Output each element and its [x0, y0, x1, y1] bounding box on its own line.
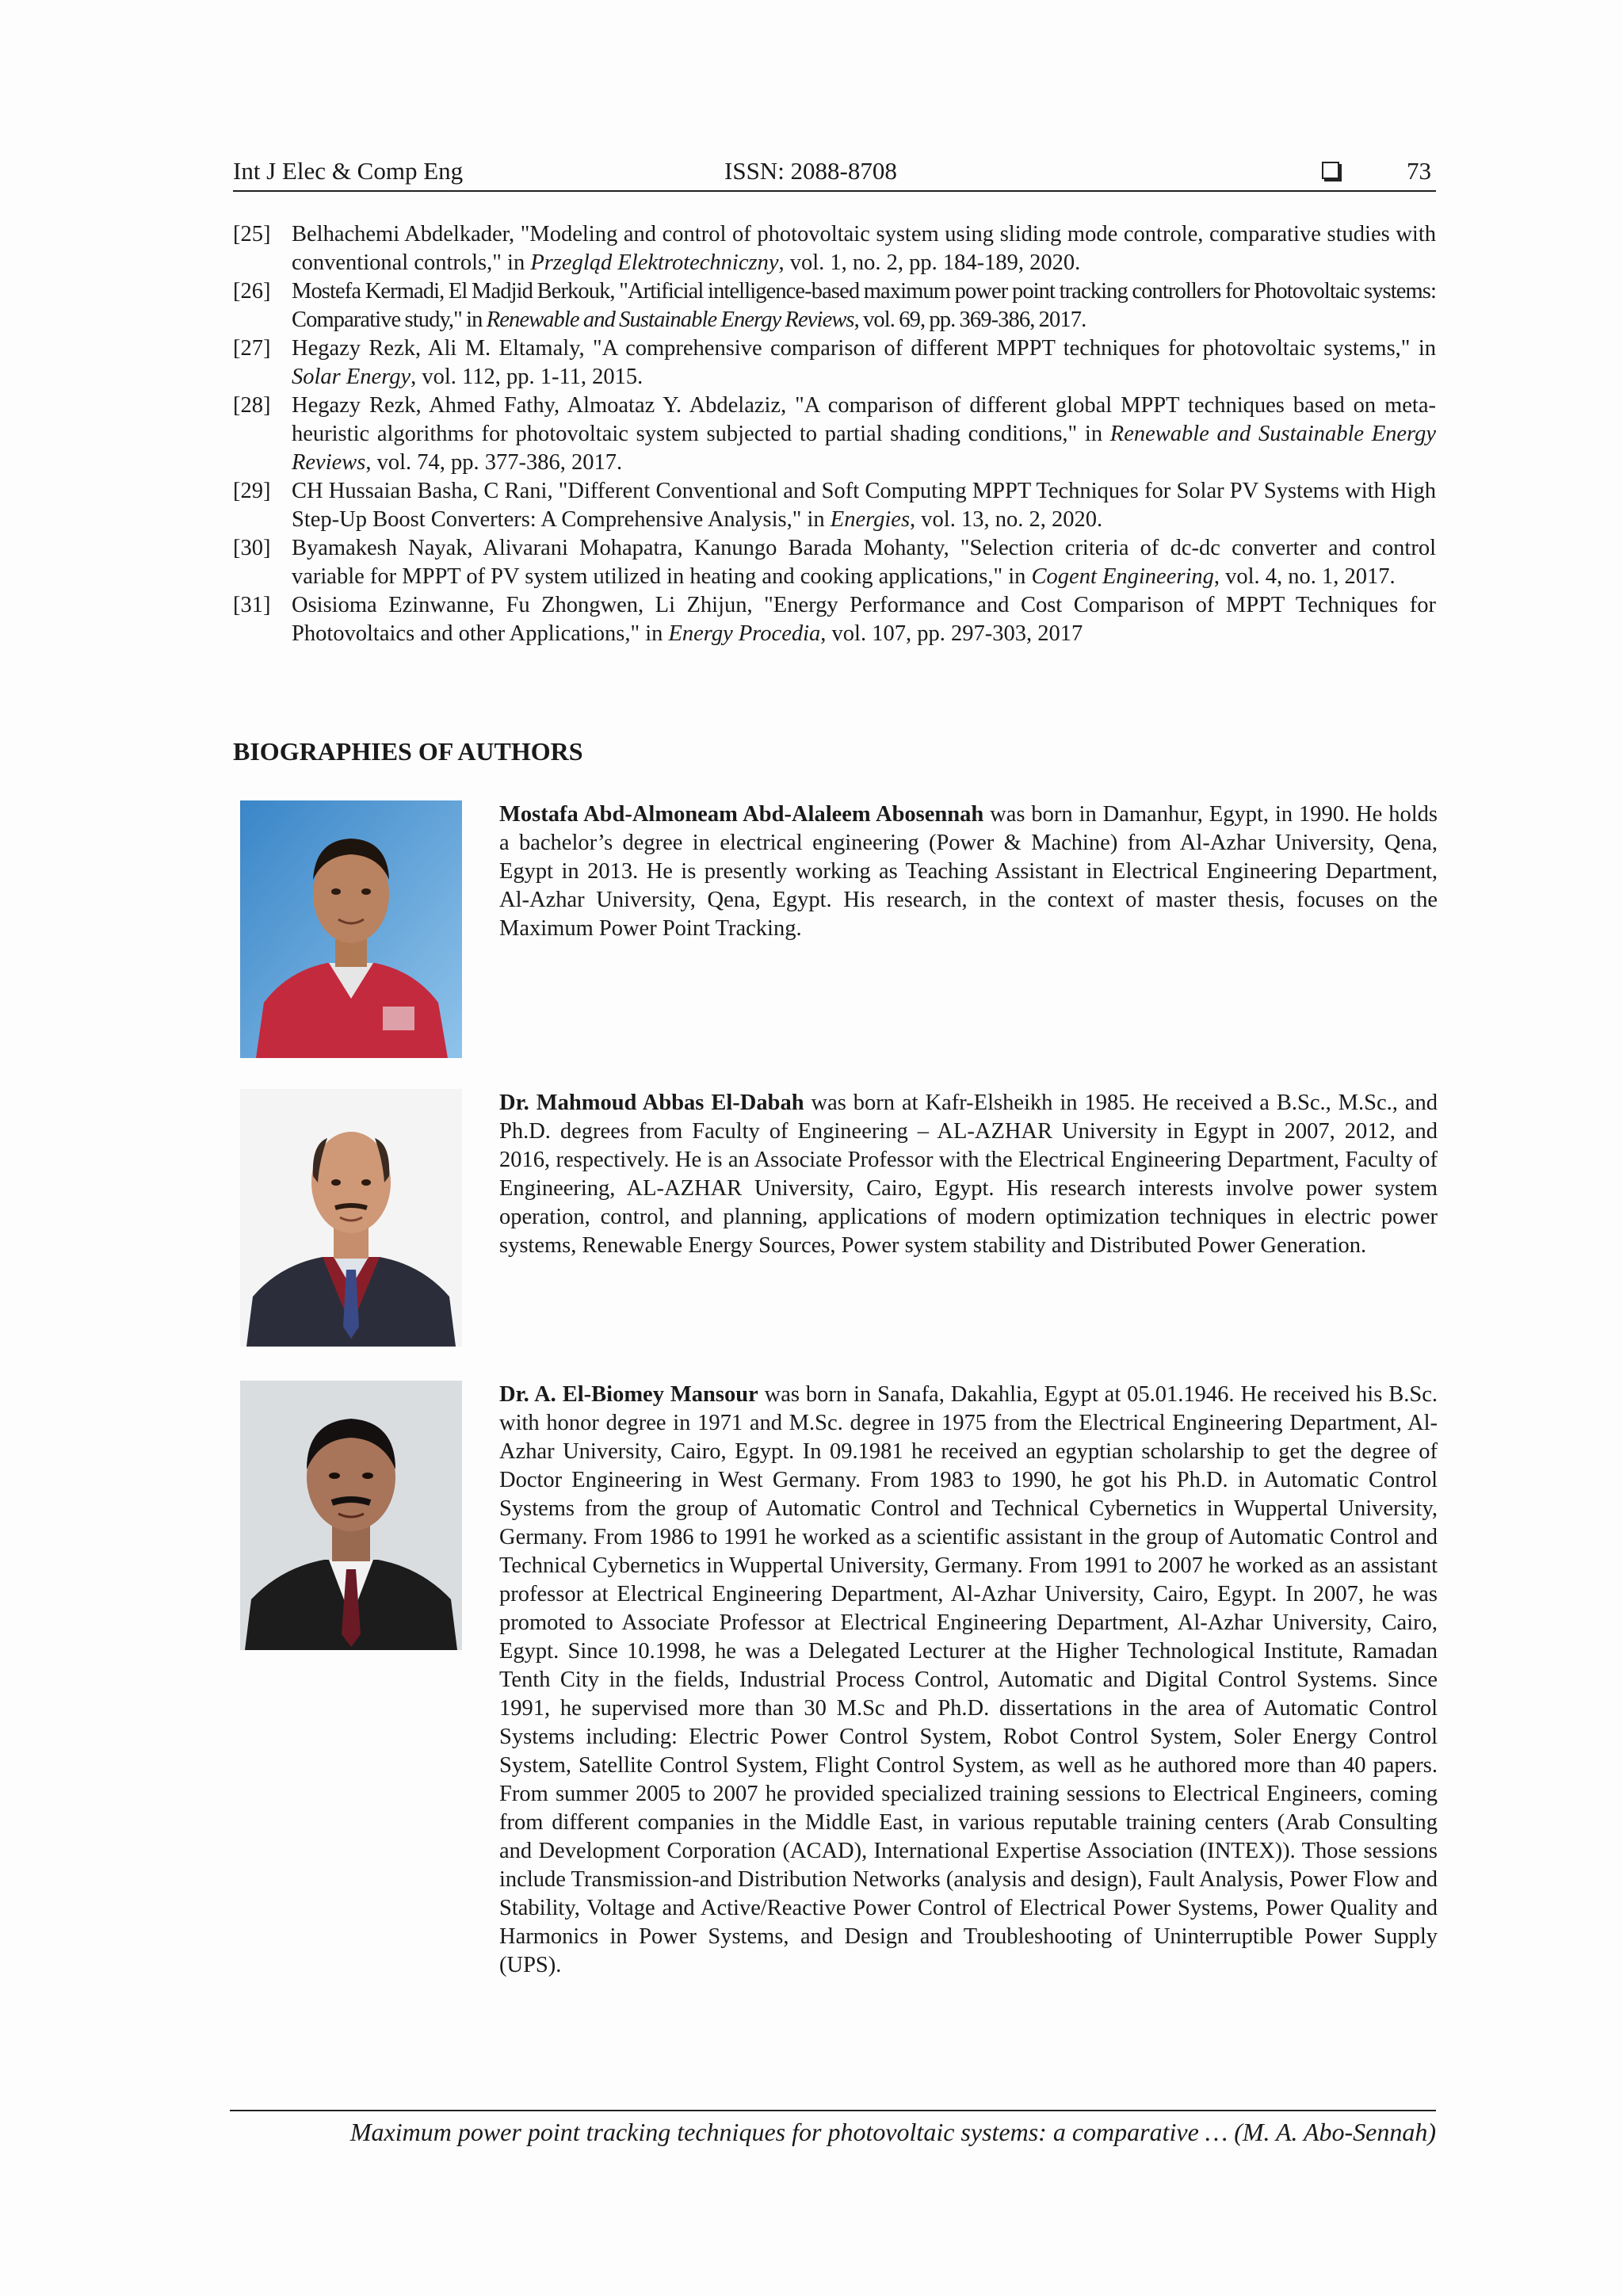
author-bio-text: was born at Kafr-Elsheikh in 1985. He received a B.Sc., M.Sc., and Ph.D. degrees from Faculty of Engineering – AL-AZHAR University in Egypt in 2007, 2012, and 2016, respectively. He is an Associate Professor with the Electrical Engineering Department, Faculty of Engineering, AL-AZHAR University, Cairo, Egypt. His research interests involve power system operation, control, and planning, applications of modern optimization techniques in electric power systems, Renewable Energy Sources, Power system stability and Distributed Power Generation. — [499, 1091, 1438, 1258]
author-bio-3 — [499, 1381, 1438, 1980]
checkbox-square-icon — [1322, 162, 1339, 179]
page-number: 73 — [1407, 157, 1431, 185]
reference-venue: Cogent Engineering — [1031, 564, 1214, 589]
page-header — [233, 155, 1436, 192]
reference-item — [233, 392, 1436, 477]
reference-venue: Renewable and Sustainable Energy Reviews — [292, 422, 1436, 475]
author-photo-2 — [240, 1089, 462, 1347]
reference-number: [25] — [233, 222, 271, 246]
reference-number: [28] — [233, 393, 271, 418]
reference-venue: Przegląd Elektrotechniczny — [530, 250, 779, 275]
reference-text: Belhachemi Abdelkader, "Modeling and control of photovoltaic system using sliding mode controle, comparative studies with conventional controls," in Przegląd Elektrotechniczny, vol. 1, no. 2, pp. 184-189, 2020. — [292, 222, 1436, 275]
author-photo-3 — [240, 1381, 462, 1650]
author-photo-1 — [240, 800, 462, 1058]
biographies-heading: BIOGRAPHIES OF AUTHORS — [233, 737, 583, 766]
reference-text: Hegazy Rezk, Ali M. Eltamaly, "A comprehensive comparison of different MPPT techniques for photovoltaic systems," in Solar Energy, vol. 112, pp. 1-11, 2015. — [292, 336, 1436, 389]
author-bio-1 — [499, 800, 1438, 943]
author-bio-text: was born in Damanhur, Egypt, in 1990. He holds a bachelor’s degree in electrical engineering (Power & Machine) from Al-Azhar University, Qena, Egypt in 2013. He is presently working as Teaching Assistant in Electrical Engineering Department, Al-Azhar University, Qena, Egypt. His research, in the context of master thesis, focuses on the Maximum Power Point Tracking. — [499, 802, 1438, 941]
reference-number: [31] — [233, 593, 271, 617]
reference-number: [30] — [233, 536, 271, 560]
reference-number: [27] — [233, 336, 271, 361]
reference-item — [233, 534, 1436, 591]
reference-number: [26] — [233, 279, 271, 304]
reference-text: Osisioma Ezinwanne, Fu Zhongwen, Li Zhijun, "Energy Performance and Cost Comparison of MPPT Techniques for Photovoltaics and other Applications," in Energy Procedia, vol. 107, pp. 297-303, 2017 — [292, 593, 1436, 646]
reference-item — [233, 477, 1436, 534]
issn: ISSN: 2088-8708 — [724, 157, 897, 185]
reference-item — [233, 277, 1436, 334]
author-name: Dr. Mahmoud Abbas El-Dabah — [499, 1091, 804, 1115]
reference-venue: Renewable and Sustainable Energy Reviews — [486, 308, 854, 332]
reference-item — [233, 591, 1436, 648]
journal-name: Int J Elec & Comp Eng — [233, 157, 464, 185]
author-bio-text: was born in Sanafa, Dakahlia, Egypt at 05.01.1946. He received his B.Sc. with honor degree in 1971 and M.Sc. degree in 1975 from the Electrical Engineering Department, Al-Azhar University, Cairo, Egypt. In 09.1981 he received an egyptian scholarship to get the degree of Doctor Engineering in West Germany. From 1983 to 1990, he got his Ph.D. in Automatic Control Systems from the group of Automatic Control and Technical Cybernetics in Wuppertal University, Germany. From 1986 to 1991 he worked as a scientific assistant in the group of Automatic Control and Technical Cybernetics in Wuppertal University, Germany. From 1991 to 2007 he worked as an assistant professor at Electrical Engineering Department, Al-Azhar University, Cairo, Egypt. In 2007, he was promoted to Associate Professor at Electrical Engineering Department, Al-Azhar University, Cairo, Egypt. Since 10.1998, he was a Delegated Lecturer at the Higher Technological Institute, Ramadan Tenth City in the fields, Industrial Process Control, Automatic and Digital Control Systems. Since 1991, he supervised more than 30 M.Sc and Ph.D. dissertations in the area of Automatic Control Systems including: Electric Power Control System, Robot Control System, Soler Energy Control System, Satellite Control System, Flight Control System, as well as he authored more than 40 papers. From summer 2005 to 2007 he provided specialized training sessions to Electrical Engineers, coming from different companies in the Middle East, in various reputable training centers (Arab Consulting and Development Corporation (ACAD), International Expertise Association (INTEX)). Those sessions include Transmission-and Distribution Networks (analysis and design), Fault Analysis, Power Flow and Stability, Voltage and Active/Reactive Power Control of Electrical Power Systems, Power Quality and Harmonics in Power Systems, and Design and Troubleshooting of Uninterruptible Power Supply (UPS). — [499, 1382, 1438, 1977]
author-bio-2 — [499, 1089, 1438, 1260]
reference-text: CH Hussaian Basha, C Rani, "Different Conventional and Soft Computing MPPT Techniques for Solar PV Systems with High Step-Up Boost Converters: A Comprehensive Analysis," in Energies, vol. 13, no. 2, 2020. — [292, 479, 1436, 532]
author-name: Mostafa Abd-Almoneam Abd-Alaleem Abosennah — [499, 802, 984, 827]
footer-divider — [230, 2110, 1436, 2111]
reference-number: [29] — [233, 479, 271, 503]
page-footer: Maximum power point tracking techniques for photovoltaic systems: a comparative … (M. A. Abo-Sennah) — [349, 2118, 1436, 2146]
reference-text: Hegazy Rezk, Ahmed Fathy, Almoataz Y. Abdelaziz, "A comparison of different global MPPT techniques based on meta-heuristic algorithms for photovoltaic system subjected to partial shading conditions," in Renewable and Sustainable Energy Reviews, vol. 74, pp. 377-386, 2017. — [292, 393, 1436, 475]
reference-text: Byamakesh Nayak, Alivarani Mohapatra, Kanungo Barada Mohanty, "Selection criteria of dc-dc converter and control variable for MPPT of PV system utilized in heating and cooking applications," in Cogent Engineering, vol. 4, no. 1, 2017. — [292, 536, 1436, 589]
reference-venue: Solar Energy — [292, 365, 411, 389]
reference-item — [233, 220, 1436, 277]
reference-text: Mostefa Kermadi, El Madjid Berkouk, "Artificial intelligence-based maximum power point tracking controllers for Photovoltaic systems: Comparative study," in Renewable and Sustainable Energy Reviews, vol. 69, pp. 369-386, 2017. — [292, 279, 1436, 332]
reference-venue: Energies — [830, 507, 911, 532]
reference-list — [233, 220, 1436, 648]
author-name: Dr. A. El-Biomey Mansour — [499, 1382, 758, 1407]
reference-venue: Energy Procedia — [668, 621, 821, 646]
reference-item — [233, 334, 1436, 392]
